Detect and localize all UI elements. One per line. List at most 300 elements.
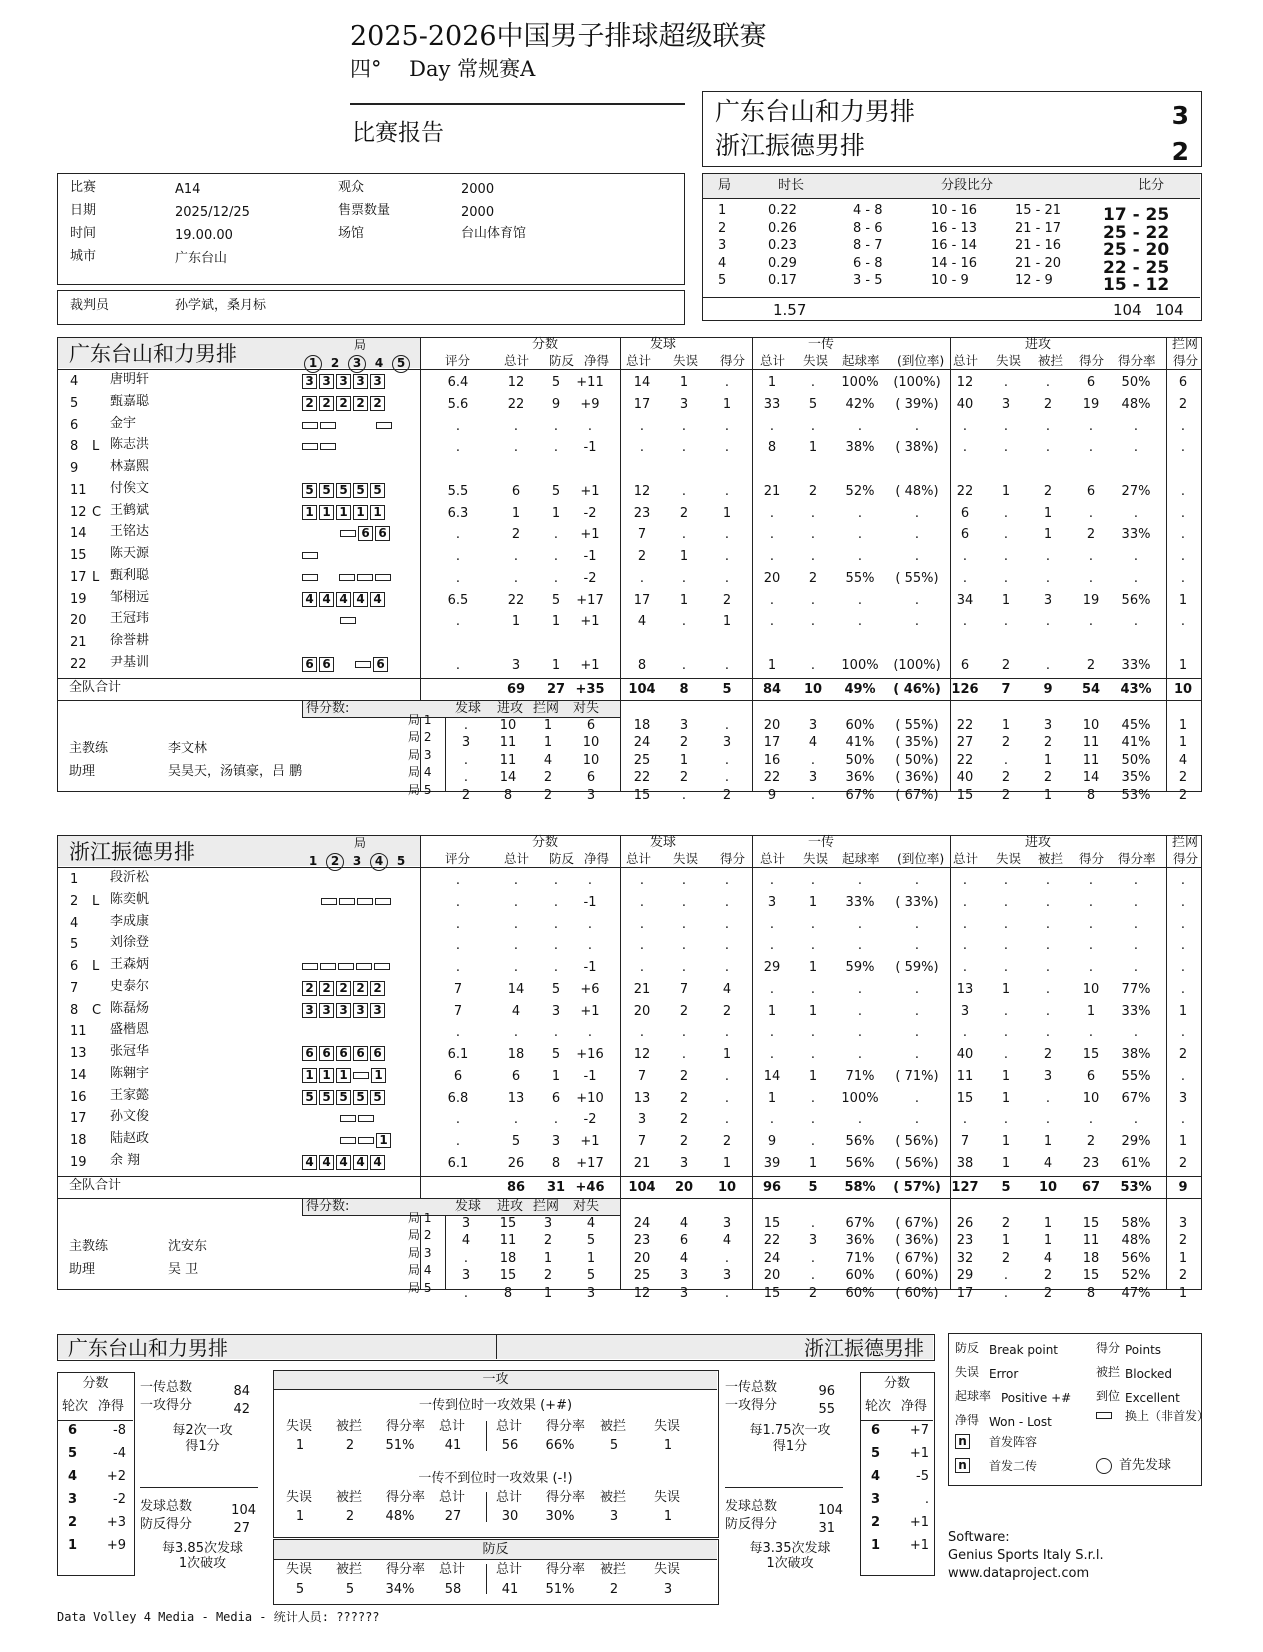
set-2-p2: 16 - 13 xyxy=(931,220,978,236)
set-empty xyxy=(377,613,394,628)
stat-r_tot: . xyxy=(769,1112,775,1128)
substitute-bar-icon xyxy=(302,422,318,429)
pb-at: 15 xyxy=(499,1268,517,1283)
stat-a_err: . xyxy=(1003,570,1009,586)
stat-s_pts: . xyxy=(724,440,730,456)
stat-a_pct: . xyxy=(1133,440,1139,456)
stat-a_tot: . xyxy=(962,418,968,434)
away_block-team-name: 浙江振德男排 xyxy=(69,840,195,864)
player-row xyxy=(0,935,1263,957)
total-b_pts: 9 xyxy=(1178,1179,1188,1195)
stat-vote: . xyxy=(455,570,461,586)
pb-bk: 2 xyxy=(543,770,553,785)
player-name: 徐誉耕 xyxy=(110,633,150,648)
set-empty xyxy=(321,1133,338,1148)
home-srv-ratio: 每3.85次发球 xyxy=(162,1541,243,1556)
legend-bp-en: Break point xyxy=(989,1343,1059,1357)
starting-position-box: 4 xyxy=(353,592,368,607)
set-empty xyxy=(376,1111,393,1126)
set-2-p3: 21 - 17 xyxy=(1015,220,1062,236)
legend-start-square-icon: n xyxy=(955,1434,970,1449)
stat-vote: . xyxy=(455,657,461,673)
away_block-hdr-sets: 局 xyxy=(354,836,367,850)
stat-a_pts: . xyxy=(1088,894,1094,910)
rotation-number: 3 xyxy=(871,1492,881,1507)
stat-bp: 9 xyxy=(551,396,561,412)
set-3-p3: 21 - 16 xyxy=(1015,238,1062,253)
set-1-set: 1 xyxy=(718,203,727,218)
stat-a_tot: 11 xyxy=(956,1068,974,1084)
set-stat-a_pct: 45% xyxy=(1121,717,1151,733)
val-left-2: 48% xyxy=(385,1509,415,1524)
total-bp: 27 xyxy=(546,681,566,697)
stat-r_exc: . xyxy=(914,505,920,521)
stat-r_err: . xyxy=(810,938,816,954)
stat-a_err: . xyxy=(1003,1047,1009,1062)
total-a_err: 5 xyxy=(1001,1179,1011,1195)
stat-vote: 7 xyxy=(453,1003,463,1019)
set-stat-r_exc: ( 67%) xyxy=(895,787,939,803)
label-date: 日期 xyxy=(70,203,97,218)
label-time: 时间 xyxy=(70,226,97,241)
col-right-1: 得分率 xyxy=(546,1419,586,1434)
starting-position-box: 1 xyxy=(336,505,351,520)
home_block-hdr-sets: 局 xyxy=(354,338,367,352)
away-rot-hdr: 轮次 xyxy=(865,1399,892,1414)
stat-bp: 5 xyxy=(551,483,561,499)
starting-position-box: 5 xyxy=(336,1090,351,1105)
stat-a_err: 1 xyxy=(1001,981,1011,997)
set-stat-r_pos: 60% xyxy=(845,1285,875,1301)
stat-vote: 6.5 xyxy=(447,592,469,608)
stat-a_tot: 34 xyxy=(956,592,974,608)
starting-position-box: 6 xyxy=(370,1046,385,1061)
away-bp-value: 31 xyxy=(818,1521,835,1536)
set-4-set: 4 xyxy=(718,255,727,271)
referees-box xyxy=(57,290,685,325)
starting-position-box: 1 xyxy=(302,505,317,520)
stat-r_err: . xyxy=(810,1134,816,1149)
stat-a_blo: . xyxy=(1045,570,1051,586)
pb-bk: 4 xyxy=(543,752,553,768)
stat-r_pos: 42% xyxy=(845,396,875,412)
player-number: 17 xyxy=(70,1111,87,1127)
home-fb-value: 42 xyxy=(233,1402,250,1417)
pb-sv: . xyxy=(463,1285,469,1301)
set-empty xyxy=(357,439,374,454)
set-empty xyxy=(359,1024,376,1039)
col-right-2: 被拦 xyxy=(600,1490,627,1505)
starting-position-box: 2 xyxy=(370,981,385,996)
starting-position-box: 5 xyxy=(319,483,334,498)
col-left-1: 被拦 xyxy=(336,1562,363,1577)
home_block-hdr-block: 拦网 xyxy=(1172,337,1199,352)
stat-a_blo: . xyxy=(1045,549,1051,564)
set-stat-r_tot: 9 xyxy=(767,787,777,803)
stat-a_pts: 19 xyxy=(1082,592,1100,608)
stat-a_tot: . xyxy=(962,873,968,888)
legend-bp-cn: 防反 xyxy=(955,1341,980,1355)
player-name: 盛楷恩 xyxy=(110,1022,150,1038)
home_block-subhdr-8: 失误 xyxy=(803,353,829,368)
stat-b_pts: . xyxy=(1180,1025,1186,1041)
home_block-assistant-names: 吴昊天，汤镇豪，吕 鹏 xyxy=(168,763,303,779)
away_block-team-total-label: 全队合计 xyxy=(69,1177,122,1193)
pb-op: 5 xyxy=(586,1233,596,1248)
stat-s_pts: . xyxy=(724,657,730,673)
stat-a_pts: . xyxy=(1088,614,1094,630)
total-a_tot: 127 xyxy=(951,1179,979,1195)
set-empty xyxy=(321,526,338,541)
set-stat-a_err: 2 xyxy=(1001,787,1011,803)
col-right-2: 被拦 xyxy=(600,1562,627,1577)
col-left-0: 失误 xyxy=(286,1419,313,1434)
home_block-hdr-points: 分数 xyxy=(532,337,559,352)
stat-a_pct: 29% xyxy=(1121,1134,1151,1149)
legend-first-serve-label: 首先发球 xyxy=(1119,1458,1172,1473)
stat-a_err: 1 xyxy=(1001,1090,1011,1106)
stat-s_err: 2 xyxy=(679,1090,689,1106)
set-stat-s_tot: 20 xyxy=(633,1250,651,1266)
player-number: 8 xyxy=(70,1002,79,1018)
set-5-p1: 3 - 5 xyxy=(853,273,883,288)
total-r_exc: ( 46%) xyxy=(893,681,941,697)
stat-r_err: . xyxy=(810,873,816,888)
pb-bk: 2 xyxy=(543,787,553,803)
legend-pts-en: Points xyxy=(1125,1343,1162,1357)
set-label: 局 2 xyxy=(408,1228,432,1242)
stat-bp: 1 xyxy=(551,1068,561,1084)
home_block-hdr-serve: 发球 xyxy=(650,337,677,352)
set-stat-b_pts: 4 xyxy=(1178,752,1188,768)
set-stat-b_pts: 1 xyxy=(1178,1285,1188,1301)
stat-r_exc: . xyxy=(914,916,920,932)
away_block-subhdr-12: 失误 xyxy=(996,851,1022,866)
set-stat-b_pts: 1 xyxy=(1178,717,1188,733)
home_block-subhdr-12: 失误 xyxy=(996,353,1022,368)
stat-s_tot: . xyxy=(639,1025,645,1041)
set-stat-a_pts: 15 xyxy=(1082,1215,1100,1231)
away-sets-won: 2 xyxy=(1171,137,1189,166)
stat-tot: 5 xyxy=(511,1134,521,1149)
stat-a_pct: . xyxy=(1133,1025,1139,1041)
stat-vote: . xyxy=(455,440,461,456)
stat-s_pts: . xyxy=(724,960,730,975)
stat-a_err: 1 xyxy=(1001,1155,1011,1171)
pb-at: 11 xyxy=(499,1233,517,1248)
player-row xyxy=(0,633,1263,655)
player-name: 王铭达 xyxy=(110,524,150,540)
total-bp: 31 xyxy=(546,1179,566,1195)
stat-r_exc: . xyxy=(914,981,920,997)
away_block-set-number-2-first-serve: 2 xyxy=(326,853,344,871)
stat-a_pct: . xyxy=(1133,960,1139,975)
away_block-subhdr-6: 得分 xyxy=(720,851,746,866)
stat-b_pts: . xyxy=(1180,981,1186,997)
stat-a_pts: . xyxy=(1088,549,1094,564)
substitute-bar-icon xyxy=(358,1137,374,1144)
set-4-p1: 6 - 8 xyxy=(853,255,883,271)
stat-vote: . xyxy=(455,418,461,434)
substitute-bar-icon xyxy=(353,1072,369,1079)
starting-position-box: 2 xyxy=(319,981,334,996)
stat-b_pts: . xyxy=(1180,549,1186,564)
set-stat-a_tot: 22 xyxy=(956,752,974,768)
player-name: 孙文俊 xyxy=(110,1109,150,1125)
stat-a_pts: 1 xyxy=(1086,1003,1096,1019)
stat-vote: . xyxy=(455,916,461,932)
stat-r_tot: . xyxy=(769,592,775,608)
stat-vote: 5.5 xyxy=(447,483,469,499)
sideout-title: 一攻 xyxy=(482,1372,509,1387)
home_block-subhdr-9: 起球率 xyxy=(842,353,880,368)
stat-a_pct: 27% xyxy=(1121,483,1151,499)
set-empty xyxy=(340,872,357,887)
stat-r_pos: . xyxy=(857,981,863,997)
stat-a_err: . xyxy=(1003,505,1009,521)
stat-r_err: 1 xyxy=(808,960,818,975)
stat-r_tot: 20 xyxy=(763,570,781,586)
software-url[interactable]: www.dataproject.com xyxy=(948,1566,1090,1581)
set-stat-a_blo: 2 xyxy=(1043,735,1053,750)
score-box xyxy=(702,91,1202,167)
substitute-bar-icon xyxy=(376,422,392,429)
set-4-duration: 0.29 xyxy=(768,255,797,271)
starting-position-box: 3 xyxy=(353,1003,368,1018)
pb-bk: 2 xyxy=(543,1268,553,1283)
away-team-name: 浙江振德男排 xyxy=(715,131,866,160)
set-stat-a_pct: 56% xyxy=(1121,1250,1151,1266)
stat-s_tot: . xyxy=(639,440,645,456)
player-row xyxy=(0,481,1263,503)
pb-op: 5 xyxy=(586,1268,596,1283)
stat-b_pts: . xyxy=(1180,614,1186,630)
stat-s_pts: 2 xyxy=(722,592,732,608)
stat-s_err: 1 xyxy=(679,549,689,564)
stat-r_tot: 21 xyxy=(763,483,781,499)
stat-s_tot: 12 xyxy=(633,483,651,499)
stat-tot: . xyxy=(513,916,519,932)
val-left-0: 1 xyxy=(295,1438,305,1453)
stat-s_pts: 1 xyxy=(722,505,732,521)
val-left-1: 2 xyxy=(345,1509,355,1524)
val-left-3: 27 xyxy=(444,1509,462,1524)
total-a_err: 7 xyxy=(1001,681,1011,697)
stat-wl: -1 xyxy=(583,960,597,975)
stat-b_pts: . xyxy=(1180,483,1186,499)
away_block-points-by-label: 得分数: xyxy=(306,1198,350,1214)
legend-sub-bar-icon xyxy=(1096,1412,1112,1419)
stat-b_pts: 2 xyxy=(1178,1047,1188,1062)
set-stat-s_tot: 24 xyxy=(633,1215,651,1231)
stat-r_err: 1 xyxy=(808,1003,818,1019)
set-stat-s_pts: . xyxy=(724,1250,730,1266)
stat-wl: +6 xyxy=(580,981,600,997)
player-number: 15 xyxy=(70,548,87,563)
player-row xyxy=(0,568,1263,590)
player-role: L xyxy=(92,439,100,455)
away_block-pb-opp: 对失 xyxy=(573,1198,600,1214)
set-stat-b_pts: 2 xyxy=(1178,770,1188,785)
stat-r_tot: . xyxy=(769,873,775,888)
player-role: C xyxy=(92,504,102,520)
val-right-0: 56 xyxy=(501,1438,519,1453)
home_block-set-number-2: 2 xyxy=(330,356,340,370)
substitute-bar-icon xyxy=(357,898,373,905)
substitute-bar-icon xyxy=(356,963,372,970)
stat-bp: . xyxy=(553,570,559,586)
set-stat-r_err: 3 xyxy=(808,770,818,785)
stat-vote: 7 xyxy=(453,981,463,997)
stat-s_pts: . xyxy=(724,938,730,954)
total-a_pts: 54 xyxy=(1081,681,1101,697)
stat-wl: +11 xyxy=(576,375,604,390)
val-right-2: 2 xyxy=(609,1582,619,1597)
home-rec-ratio: 每2次一攻 xyxy=(172,1423,233,1438)
set-label: 局 1 xyxy=(408,712,432,727)
set-empty xyxy=(359,461,376,476)
stat-vote: . xyxy=(455,549,461,564)
match-subtitle: 四° Day 常规赛A xyxy=(350,57,536,81)
total-wl: +46 xyxy=(575,1179,605,1195)
stat-s_err: . xyxy=(681,570,687,586)
set-stat-a_pts: 14 xyxy=(1082,770,1100,785)
stat-r_tot: . xyxy=(769,1025,775,1041)
starting-position-box: 3 xyxy=(336,1003,351,1018)
stat-a_err: 1 xyxy=(1001,1134,1011,1149)
player-number: 9 xyxy=(70,461,79,476)
hdr-score: 比分 xyxy=(1138,178,1165,193)
stat-r_err: . xyxy=(810,549,816,564)
set-empty xyxy=(340,916,357,931)
stat-b_pts: . xyxy=(1180,418,1186,434)
pb-bk: 2 xyxy=(543,1233,553,1248)
home_block-pb-block: 拦网 xyxy=(533,700,560,716)
set-empty xyxy=(378,872,395,887)
stat-r_err: . xyxy=(810,1090,816,1106)
away_block-set-number-1: 1 xyxy=(308,854,318,868)
player-number: 4 xyxy=(70,374,79,389)
stat-wl: +16 xyxy=(576,1047,604,1062)
starting-position-box: 6 xyxy=(319,1046,334,1061)
stat-a_blo: 1 xyxy=(1043,527,1053,543)
set-empty xyxy=(359,937,376,952)
player-number: 22 xyxy=(70,656,87,672)
set-label: 局 2 xyxy=(408,730,432,744)
stat-r_exc: . xyxy=(914,1025,920,1041)
stat-s_pts: . xyxy=(724,1090,730,1106)
total-s_pts: 5 xyxy=(722,681,732,697)
set-label: 局 5 xyxy=(408,782,432,797)
stat-vote: . xyxy=(455,1112,461,1128)
set-stat-s_tot: 25 xyxy=(633,1268,651,1283)
stat-r_tot: . xyxy=(769,527,775,543)
set-stat-r_exc: ( 60%) xyxy=(895,1285,939,1301)
stat-r_exc: ( 39%) xyxy=(895,396,939,412)
stat-vote: 6 xyxy=(453,1068,463,1084)
starting-position-box: 1 xyxy=(353,505,368,520)
stat-wl: +10 xyxy=(576,1090,604,1106)
player-name: 段沂松 xyxy=(110,870,150,885)
set-stat-a_tot: 15 xyxy=(956,787,974,803)
starting-position-box: 4 xyxy=(302,1155,317,1170)
set-empty xyxy=(378,461,395,476)
home-bp-value: 27 xyxy=(233,1521,250,1536)
stat-r_tot: 3 xyxy=(767,894,777,910)
set-2-score: 25 - 22 xyxy=(1103,222,1170,243)
stat-a_blo: . xyxy=(1045,1112,1051,1128)
away_block-subhdr-4: 总计 xyxy=(626,851,652,866)
set-stat-a_err: . xyxy=(1003,752,1009,768)
player-name: 张冠华 xyxy=(110,1044,150,1059)
pb-bk: 3 xyxy=(543,1215,553,1231)
stat-a_pct: . xyxy=(1133,1112,1139,1128)
rotation-number: 1 xyxy=(871,1538,881,1553)
stat-tot: . xyxy=(513,938,519,954)
stat-s_pts: 2 xyxy=(722,1134,732,1149)
player-row xyxy=(0,957,1263,979)
set-stat-a_pct: 35% xyxy=(1121,770,1151,785)
stat-r_exc: . xyxy=(914,873,920,888)
set-empty xyxy=(340,461,357,476)
stat-a_tot: 40 xyxy=(956,396,974,412)
starting-position-box: 6 xyxy=(358,526,373,541)
set-empty xyxy=(359,916,376,931)
stat-a_pts: 10 xyxy=(1082,1090,1100,1106)
legend-err-en: Error xyxy=(989,1367,1019,1381)
set-stat-a_pts: 8 xyxy=(1086,1285,1096,1301)
player-name: 史泰尔 xyxy=(110,978,150,994)
substitute-bar-icon xyxy=(321,898,337,905)
stat-r_pos: 59% xyxy=(845,960,875,975)
set-stat-s_tot: 18 xyxy=(633,717,651,733)
set-scores-box xyxy=(702,173,1202,321)
stat-r_exc: . xyxy=(914,592,920,608)
player-row xyxy=(0,1131,1263,1153)
summary-team-bar xyxy=(57,1334,935,1361)
stat-bp: 3 xyxy=(551,1134,561,1149)
legend-wl-cn: 净得 xyxy=(955,1413,980,1427)
stat-b_pts: . xyxy=(1180,527,1186,543)
player-row xyxy=(0,1153,1263,1175)
starting-position-box: 6 xyxy=(336,1046,351,1061)
pb-at: 10 xyxy=(499,717,517,733)
stat-a_err: 1 xyxy=(1001,1068,1011,1084)
away-fb-value: 55 xyxy=(818,1402,835,1417)
stat-a_pts: . xyxy=(1088,440,1094,456)
stat-vote: 6.1 xyxy=(447,1047,469,1062)
starting-position-box: 5 xyxy=(302,483,317,498)
stat-r_pos: 38% xyxy=(845,440,875,456)
player-name: 陈天源 xyxy=(110,546,150,561)
player-number: 1 xyxy=(70,872,79,887)
stat-r_tot: 14 xyxy=(763,1068,781,1084)
set-empty xyxy=(302,613,319,628)
stat-a_blo: . xyxy=(1045,1003,1051,1019)
substitute-bar-icon xyxy=(374,963,390,970)
away_block-subhdr-10: (到位率) xyxy=(897,851,945,866)
stat-s_tot: 20 xyxy=(633,1003,651,1019)
stat-a_blo: 3 xyxy=(1043,1068,1053,1084)
stat-a_pct: 33% xyxy=(1121,1003,1151,1019)
stat-a_blo: . xyxy=(1045,657,1051,673)
player-row xyxy=(0,590,1263,612)
player-row xyxy=(0,892,1263,914)
away_block-set-number-3: 3 xyxy=(352,854,362,868)
val-left-2: 51% xyxy=(385,1438,415,1453)
stat-wl: . xyxy=(587,1025,593,1041)
stat-a_tot: . xyxy=(962,894,968,910)
